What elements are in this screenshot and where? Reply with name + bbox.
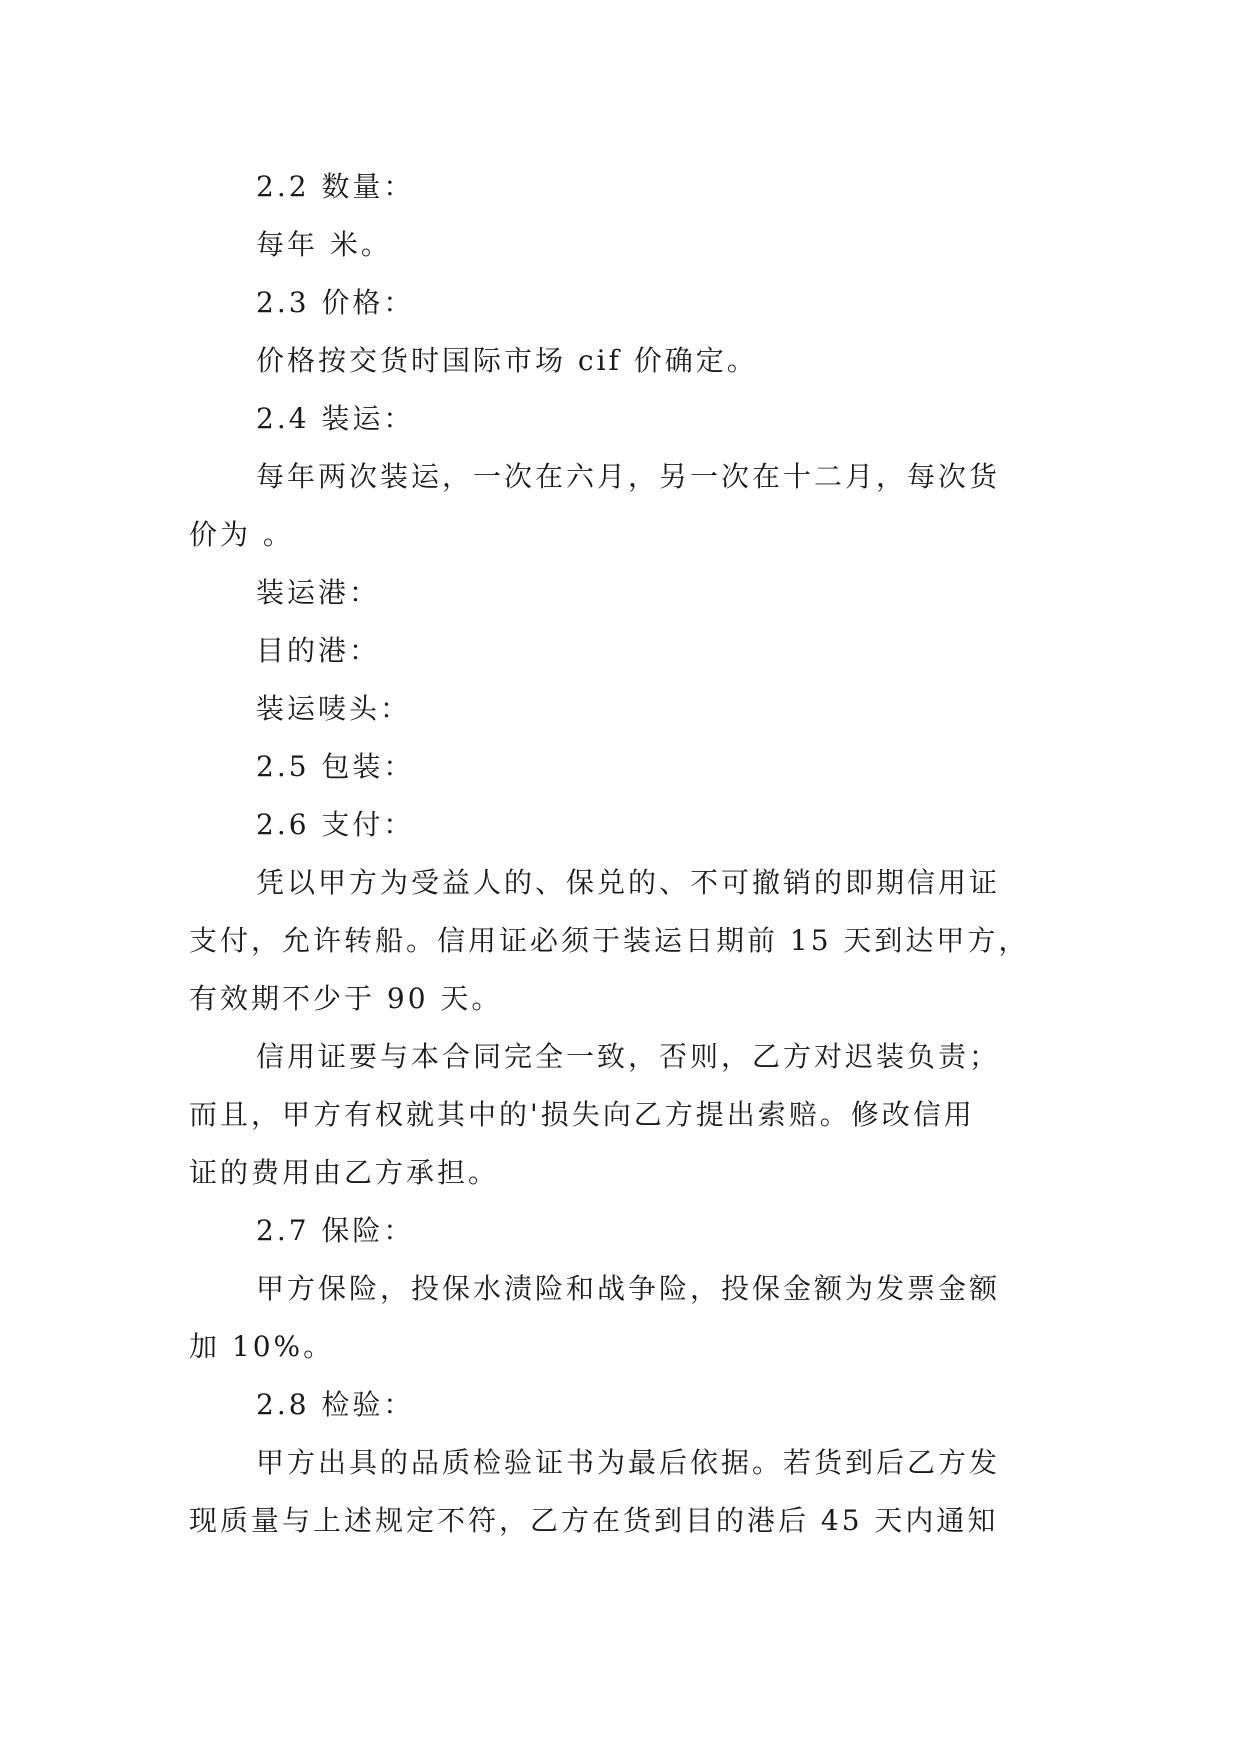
- paragraph-line: 而且，甲方有权就其中的'损失向乙方提出索赔。修改信用: [189, 1098, 975, 1131]
- section-heading-shipment: 2.4 装运：: [256, 402, 415, 435]
- paragraph-line: 装运港：: [256, 576, 381, 609]
- paragraph-line: 支付，允许转船。信用证必须于装运日期前 15 天到达甲方，: [189, 924, 1030, 957]
- paragraph-line: 装运唛头：: [256, 692, 412, 725]
- paragraph-line: 甲方出具的品质检验证书为最后依据。若货到后乙方发: [256, 1446, 1001, 1479]
- paragraph-line: 凭以甲方为受益人的、保兑的、不可撤销的即期信用证: [256, 866, 1001, 899]
- paragraph-line: 价为 。: [189, 518, 294, 551]
- section-heading-packing: 2.5 包装：: [256, 750, 415, 783]
- paragraph-line: 每年 米。: [256, 228, 392, 261]
- paragraph-line: 价格按交货时国际市场 cif 价确定。: [256, 344, 758, 377]
- paragraph-line: 有效期不少于 90 天。: [189, 982, 503, 1015]
- paragraph-line: 证的费用由乙方承担。: [189, 1156, 500, 1189]
- paragraph-line: 现质量与上述规定不符，乙方在货到目的港后 45 天内通知: [189, 1504, 999, 1537]
- section-heading-inspection: 2.8 检验：: [256, 1388, 415, 1421]
- section-heading-insurance: 2.7 保险：: [256, 1214, 415, 1247]
- paragraph-line: 信用证要与本合同完全一致，否则，乙方对迟装负责；: [256, 1040, 1001, 1073]
- section-heading-quantity: 2.2 数量：: [256, 170, 415, 203]
- paragraph-line: 目的港：: [256, 634, 381, 667]
- paragraph-line: 加 10%。: [189, 1330, 335, 1363]
- paragraph-line: 甲方保险，投保水渍险和战争险，投保金额为发票金额: [256, 1272, 1001, 1305]
- paragraph-line: 每年两次装运，一次在六月，另一次在十二月，每次货: [256, 460, 1001, 493]
- section-heading-price: 2.3 价格：: [256, 286, 415, 319]
- section-heading-payment: 2.6 支付：: [256, 808, 415, 841]
